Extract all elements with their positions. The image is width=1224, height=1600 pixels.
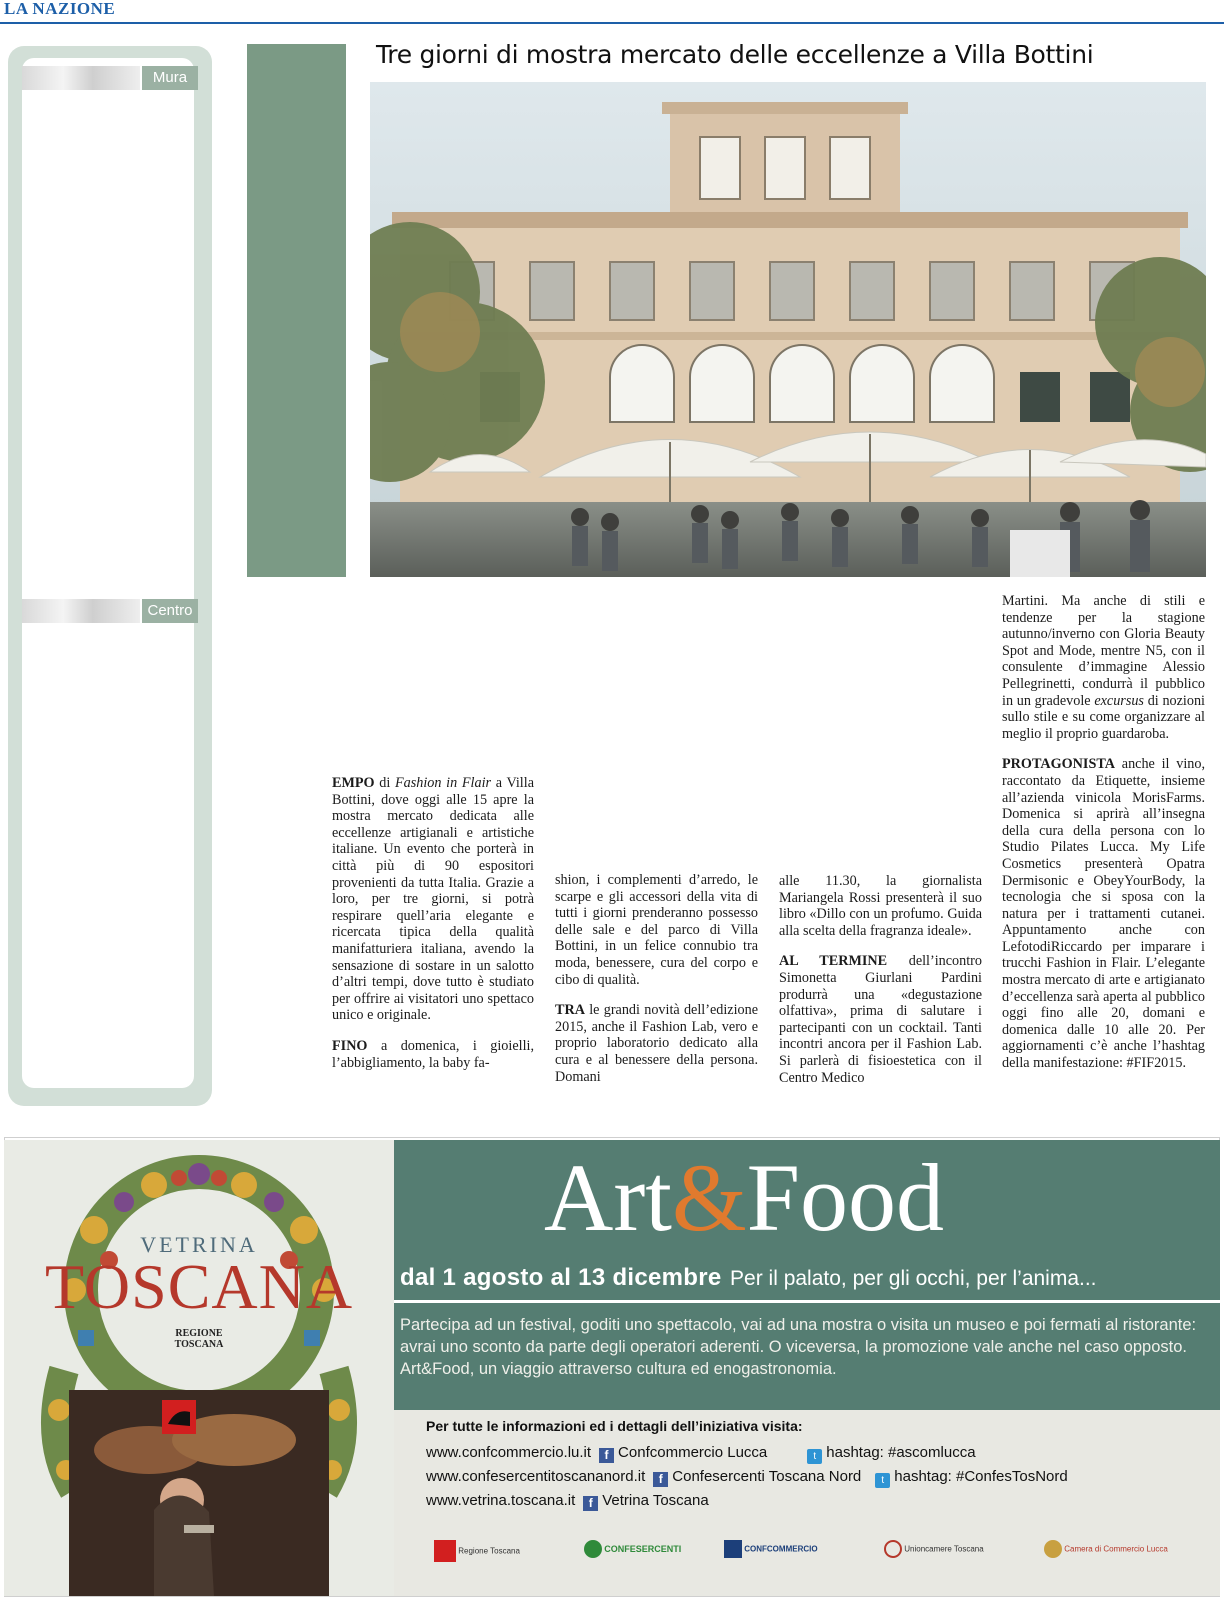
- drop-lead: AL TERMINE: [779, 953, 888, 970]
- newspaper-brand: LA NAZIONE: [4, 0, 116, 18]
- art-food-title: [544, 1144, 945, 1251]
- tagline: Per il palato, per gli occhi, per l’anima...: [730, 1267, 1097, 1290]
- pegasus-icon: [434, 1540, 456, 1562]
- section-tab-mura: [22, 66, 198, 90]
- text-run: anche il vino, raccontato da Etiquette, insieme all’azienda vinicola MorisFarms. Domenica si aprirà all’insegna della cura della persona con lo Studio Pilates Lucca. My Life Cosmetics presenterà Opatra Dermisonic e ObeyYourBody, la tecnologia che si sposa con la natura per i trattamenti cutanei. Appuntamento anche con LefotodiRiccardo per imparare i trucchi Fashion in Flair. L’elegante mostra mercato di arte e artigianato d’eccellenza sarà aperta al pubblico oggi fino alle 20, domani e domenica dalle 10 alle 20. Per aggiornamenti c’è anche l’hashtag della manifestazione: #FIF2015.: [1002, 756, 1206, 1072]
- facebook-link[interactable]: Confesercenti Toscana Nord: [672, 1468, 862, 1485]
- hashtag-link[interactable]: hashtag: #ascomlucca: [826, 1444, 976, 1461]
- villa-bottini-photo: [370, 82, 1206, 577]
- drop-lead: FINO: [332, 1037, 368, 1054]
- divider: [394, 1300, 1220, 1303]
- facebook-icon: f: [583, 1496, 598, 1511]
- logo-confesercenti: [584, 1540, 704, 1580]
- decorative-green-bar: [247, 44, 346, 577]
- article-paragraph: [555, 1002, 758, 1085]
- website-link[interactable]: www.confcommercio.lu.it: [426, 1444, 592, 1461]
- art-food-banner: [394, 1140, 1220, 1410]
- text-run: Martini. Ma anche di stili e tendenze per la stagione autunno/inverno con Gloria Beauty Spot and Mode, mentre N5, con il consulente d’immagine Alessio Pellegrinetti, condurrà il pubblico in un gradevole: [1002, 593, 1205, 709]
- article-paragraph: [1002, 756, 1205, 1071]
- eagle-icon: [724, 1540, 742, 1558]
- hashtag-link[interactable]: hashtag: #ConfesTosNord: [894, 1468, 1068, 1485]
- villa-photo-illustration: [370, 82, 1206, 577]
- logo-regione-toscana: [434, 1540, 554, 1580]
- text-run: di nozioni sullo stile e su come organizzare al meglio il proprio guardaroba.: [1002, 692, 1205, 742]
- text-run: a domenica, i gioielli, l’abbigliamento, la baby fa-: [332, 1037, 534, 1071]
- website-link[interactable]: www.vetrina.toscana.it: [426, 1492, 576, 1509]
- logo-text: CONFCOMMERCIO: [744, 1544, 818, 1554]
- link-row: [426, 1468, 1068, 1488]
- logo-camera-commercio: [1044, 1540, 1194, 1580]
- facebook-link[interactable]: Vetrina Toscana: [602, 1492, 709, 1509]
- article-headline: Tre giorni di mostra mercato delle eccellenze a Villa Bottini: [376, 40, 1094, 69]
- vetrina-label: VETRINA: [140, 1232, 258, 1257]
- sidebar-panel: [22, 58, 194, 1088]
- logo-text: Regione Toscana: [458, 1546, 520, 1556]
- title-food: Food: [746, 1144, 945, 1251]
- facebook-link[interactable]: Confcommercio Lucca: [618, 1444, 768, 1461]
- unioncamere-icon: [884, 1540, 902, 1558]
- section-tab-label: Centro: [142, 599, 198, 623]
- article-paragraph: [1002, 593, 1205, 742]
- text-run: le grandi novità dell’edizione 2015, anche il Fashion Lab, vero e proprio laboratorio dedicato alla cura e al benessere della persona. Domani: [555, 1002, 758, 1085]
- italic-title: Fashion in Flair: [394, 775, 492, 791]
- facebook-icon: f: [599, 1448, 614, 1463]
- sponsor-logos: [434, 1540, 1194, 1584]
- article-column-1: [332, 775, 534, 1085]
- masthead: [0, 0, 1224, 24]
- section-tab-centro: [22, 599, 198, 623]
- title-art: Art: [544, 1144, 672, 1251]
- vetrina-toscana-panel: [4, 1140, 394, 1596]
- logo-confcommercio: [724, 1540, 854, 1580]
- drop-lead: PROTAGONISTA: [1002, 756, 1115, 773]
- regione-toscana-label: REGIONE TOSCANA: [174, 1328, 224, 1350]
- ad-info-panel: [394, 1410, 1220, 1596]
- article-column-3: [779, 873, 982, 1100]
- twitter-icon: t: [807, 1449, 822, 1464]
- article-paragraph: [332, 775, 534, 1024]
- title-ampersand: &: [671, 1144, 747, 1251]
- link-row: [426, 1444, 976, 1464]
- facebook-icon: f: [653, 1472, 668, 1487]
- links-block: [426, 1444, 1206, 1524]
- link-row: [426, 1492, 709, 1511]
- article-paragraph: [332, 1038, 534, 1071]
- confesercenti-icon: [584, 1540, 602, 1558]
- article-paragraph: alle 11.30, la giornalista Mariangela Rossi presenterà il suo libro «Dillo con un profumo. Guida alla scelta della fragranza ideale».: [779, 873, 982, 939]
- toscana-label: TOSCANA: [44, 1251, 354, 1322]
- italic-word: excursus: [1094, 692, 1144, 709]
- text-run: dell’incontro Simonetta Giurlani Pardini produrrà una «degustazione olfattiva», prima di salutare i partecipanti con un cocktail. Tanti incontri ancora per il Fashion Lab. Si parlerà di fisioestetica con il Centro Medico: [779, 953, 982, 1086]
- drop-lead: EMPO: [332, 775, 375, 791]
- logo-text: Unioncamere Toscana: [904, 1544, 984, 1554]
- website-link[interactable]: www.confesercentitoscananord.it: [426, 1468, 646, 1485]
- fruit-wreath-illustration: [4, 1140, 394, 1596]
- section-tab-label: Mura: [142, 66, 198, 90]
- info-heading: Per tutte le informazioni ed i dettagli dell’iniziativa visita:: [426, 1418, 803, 1434]
- twitter-icon: t: [875, 1473, 890, 1488]
- text-run: a Villa Bottini, dove oggi alle 15 apre la mostra mercato dedicata alle eccellenze artigianali e artistiche italiane. Un evento che porterà in città più di 90 espositori provenienti da tutta Italia. Grazie a loro, per tre giorni, si potrà respirare quell’aria elegante e ricercata tipica della qualità manifatturiera italiana, avendo la sensazione di sostare in un salotto d’altri tempi, dove tutto è studiato per offrire ai visitatori uno spettaco unico e originale.: [332, 775, 534, 1024]
- article-paragraph: shion, i complementi d’arredo, le scarpe e gli accessori della vita di tutti i giorni prenderanno possesso delle sale e del parco di Villa Bottini, in un felice connubio tra moda, benessere, cura del corpo e cibo di qualità.: [555, 872, 758, 988]
- logo-text: Camera di Commercio Lucca: [1064, 1544, 1168, 1554]
- camera-seal-icon: [1044, 1540, 1062, 1558]
- text-run: di: [379, 775, 391, 791]
- article-column-4: [1002, 593, 1205, 1086]
- date-range: dal 1 agosto al 13 dicembre: [400, 1264, 722, 1291]
- ad-body-text: Partecipa ad un festival, goditi uno spettacolo, vai ad una mostra o visita un museo e poi fermati al ristorante: avrai uno sconto da parte degli operatori aderenti. O viceversa, la promozione vale anche nel caso opposto. Art&Food, un viaggio attraverso cultura ed enogastronomia.: [400, 1316, 1197, 1378]
- article-paragraph: [779, 953, 982, 1086]
- article-column-2: [555, 872, 758, 1099]
- logo-unioncamere: [884, 1540, 1014, 1580]
- logo-text: CONFESERCENTI: [604, 1544, 682, 1554]
- drop-lead: TRA: [555, 1002, 585, 1019]
- section-tab-gradient: [22, 66, 140, 90]
- dates-line: [400, 1264, 1097, 1292]
- section-tab-gradient: [22, 599, 140, 623]
